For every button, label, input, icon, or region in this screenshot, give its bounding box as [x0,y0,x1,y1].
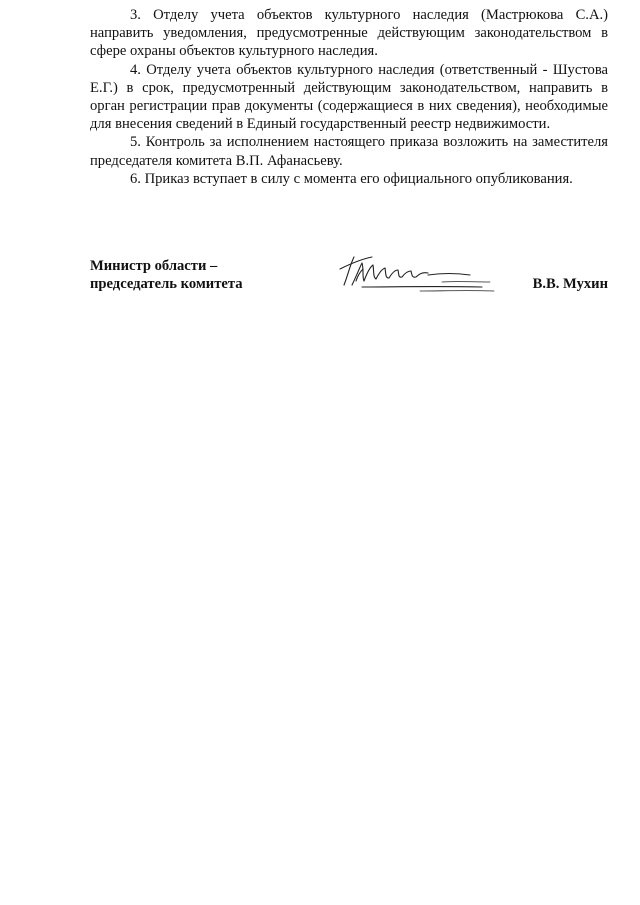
signatory-name: В.В. Мухин [532,276,608,292]
signatory-title-line-1: Министр области – [90,258,218,274]
paragraph-6: 6. Приказ вступает в силу с момента его официального опубликования. [130,170,573,187]
paragraph-5: 5. Контроль за исполнением настоящего приказа возложить на заместителя председателя комитета В.П. Афанасьеву. [90,134,608,169]
signature-block [90,257,608,297]
paragraph-4: 4. Отделу учета объектов культурного наследия (ответственный - Шустова Е.Г.) в срок, предусмотренный действующим законодательством, направить в орган регистрации прав документы (содержащиеся в них сведения), необходимые для внесения сведений в Единый государственный реестр недвижимости. [90,61,608,133]
document-body [90,6,608,188]
signatory-title [90,257,243,293]
paragraph-3: 3. Отделу учета объектов культурного наследия (Мастрюкова С.А.) направить уведомления, предусмотренные действующим законодательством в сфере охраны объектов культурного наследия. [90,7,608,60]
signatory-title-line-2: председатель комитета [90,276,243,293]
handwritten-signature [332,251,502,295]
